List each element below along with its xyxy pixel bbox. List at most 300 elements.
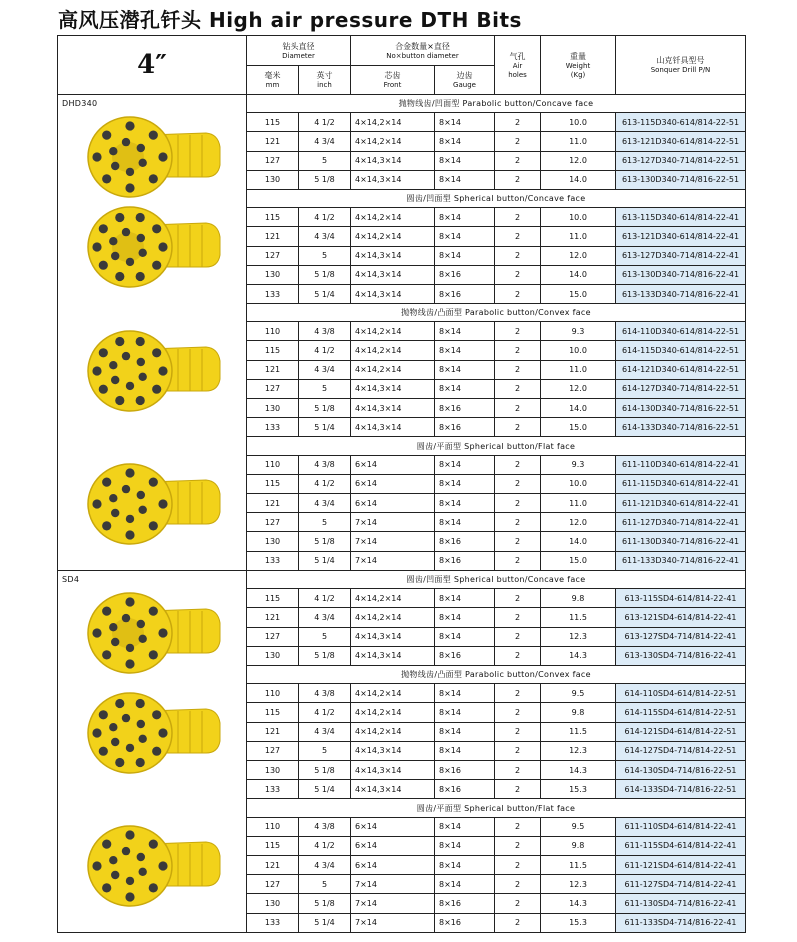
cell-front: 7×14 xyxy=(351,913,435,932)
header-air-cn: 气孔 xyxy=(509,51,526,61)
cell-air-holes: 2 xyxy=(495,513,541,532)
cell-mm: 121 xyxy=(247,227,299,246)
cell-mm: 130 xyxy=(247,894,299,913)
cell-air-holes: 2 xyxy=(495,817,541,836)
cell-mm: 133 xyxy=(247,418,299,437)
cell-front: 4×14,3×14 xyxy=(351,379,435,398)
dth-button-bit-image xyxy=(78,321,228,421)
model-label: SD4 xyxy=(62,575,80,584)
category-label: 圆齿/凹面型 Spherical button/Concave face xyxy=(247,189,746,207)
cell-air-holes: 2 xyxy=(495,113,541,132)
cell-inch: 4 3/4 xyxy=(299,494,351,513)
cell-weight: 9.5 xyxy=(541,817,616,836)
cell-weight: 14.0 xyxy=(541,170,616,189)
cell-front: 4×14,2×14 xyxy=(351,360,435,379)
cell-gauge: 8×14 xyxy=(435,684,495,703)
cell-part-number: 611-110D340-614/814-22-41 xyxy=(616,455,746,474)
header-front-en: Front xyxy=(383,81,402,89)
cell-weight: 10.0 xyxy=(541,208,616,227)
cell-air-holes: 2 xyxy=(495,836,541,855)
cell-weight: 9.8 xyxy=(541,836,616,855)
cell-front: 6×14 xyxy=(351,455,435,474)
cell-inch: 4 3/8 xyxy=(299,455,351,474)
cell-front: 4×14,3×14 xyxy=(351,627,435,646)
category-label: 圆齿/凹面型 Spherical button/Concave face xyxy=(247,571,746,589)
cell-inch: 5 xyxy=(299,151,351,170)
cell-air-holes: 2 xyxy=(495,265,541,284)
product-image-cell xyxy=(58,571,247,933)
cell-air-holes: 2 xyxy=(495,246,541,265)
cell-air-holes: 2 xyxy=(495,474,541,493)
cell-mm: 115 xyxy=(247,589,299,608)
cell-gauge: 8×14 xyxy=(435,608,495,627)
cell-mm: 121 xyxy=(247,132,299,151)
cell-part-number: 614-133SD4-714/816-22-51 xyxy=(616,780,746,799)
cell-mm: 115 xyxy=(247,836,299,855)
cell-mm: 130 xyxy=(247,399,299,418)
header-weight-en: Weight xyxy=(565,61,591,70)
cell-weight: 11.0 xyxy=(541,132,616,151)
cell-air-holes: 2 xyxy=(495,284,541,303)
cell-front: 4×14,3×14 xyxy=(351,780,435,799)
cell-air-holes: 2 xyxy=(495,399,541,418)
cell-part-number: 613-121SD4-614/814-22-41 xyxy=(616,608,746,627)
cell-weight: 14.0 xyxy=(541,265,616,284)
category-label: 圆齿/平面型 Spherical button/Flat face xyxy=(247,799,746,817)
cell-weight: 11.0 xyxy=(541,494,616,513)
cell-part-number: 613-121D340-614/814-22-51 xyxy=(616,132,746,151)
page-title: 高风压潜孔钎头 High air pressure DTH Bits xyxy=(58,8,522,32)
cell-front: 4×14,3×14 xyxy=(351,761,435,780)
cell-gauge: 8×14 xyxy=(435,113,495,132)
cell-mm: 110 xyxy=(247,817,299,836)
cell-air-holes: 2 xyxy=(495,360,541,379)
header-weight-unit: (Kg) xyxy=(570,70,586,79)
header-buttons xyxy=(351,36,495,66)
cell-inch: 5 xyxy=(299,513,351,532)
cell-part-number: 613-121D340-614/814-22-41 xyxy=(616,227,746,246)
cell-gauge: 8×16 xyxy=(435,532,495,551)
cell-part-number: 611-110SD4-614/814-22-41 xyxy=(616,817,746,836)
cell-air-holes: 2 xyxy=(495,494,541,513)
cell-weight: 15.0 xyxy=(541,418,616,437)
cell-inch: 4 1/2 xyxy=(299,113,351,132)
cell-weight: 11.0 xyxy=(541,360,616,379)
cell-front: 7×14 xyxy=(351,532,435,551)
header-diameter-cn: 钻头直径 xyxy=(282,41,315,51)
cell-front: 4×14,2×14 xyxy=(351,589,435,608)
cell-mm: 133 xyxy=(247,780,299,799)
cell-mm: 127 xyxy=(247,151,299,170)
cell-gauge: 8×16 xyxy=(435,551,495,570)
header-weight-cn: 重量 xyxy=(570,51,586,61)
cell-air-holes: 2 xyxy=(495,875,541,894)
cell-part-number: 613-130SD4-714/816-22-41 xyxy=(616,646,746,665)
cell-part-number: 614-121SD4-614/814-22-51 xyxy=(616,722,746,741)
cell-air-holes: 2 xyxy=(495,722,541,741)
cell-inch: 4 3/8 xyxy=(299,817,351,836)
cell-inch: 4 3/8 xyxy=(299,322,351,341)
cell-part-number: 611-121D340-614/814-22-41 xyxy=(616,494,746,513)
cell-weight: 12.3 xyxy=(541,741,616,760)
cell-air-holes: 2 xyxy=(495,455,541,474)
cell-weight: 12.3 xyxy=(541,875,616,894)
cell-mm: 133 xyxy=(247,284,299,303)
cell-gauge: 8×14 xyxy=(435,341,495,360)
cell-inch: 5 1/8 xyxy=(299,532,351,551)
cell-gauge: 8×16 xyxy=(435,894,495,913)
cell-mm: 127 xyxy=(247,741,299,760)
cell-air-holes: 2 xyxy=(495,780,541,799)
header-gauge-en: Gauge xyxy=(453,81,476,89)
cell-part-number: 614-127D340-714/814-22-51 xyxy=(616,379,746,398)
cell-inch: 5 1/8 xyxy=(299,170,351,189)
cell-front: 4×14,3×14 xyxy=(351,170,435,189)
cell-part-number: 613-127D340-714/814-22-51 xyxy=(616,151,746,170)
cell-air-holes: 2 xyxy=(495,627,541,646)
cell-mm: 115 xyxy=(247,208,299,227)
dth-button-bit-image xyxy=(78,683,228,783)
header-pn-en: Sonquer Drill P/N xyxy=(650,66,711,74)
header-inch-en: inch xyxy=(317,81,332,89)
cell-weight: 15.0 xyxy=(541,551,616,570)
cell-gauge: 8×16 xyxy=(435,399,495,418)
cell-front: 4×14,3×14 xyxy=(351,399,435,418)
cell-part-number: 611-115D340-614/814-22-41 xyxy=(616,474,746,493)
cell-part-number: 613-115D340-614/814-22-41 xyxy=(616,208,746,227)
cell-gauge: 8×16 xyxy=(435,265,495,284)
cell-part-number: 611-130SD4-714/816-22-41 xyxy=(616,894,746,913)
cell-part-number: 613-133D340-714/816-22-41 xyxy=(616,284,746,303)
cell-mm: 110 xyxy=(247,684,299,703)
cell-front: 6×14 xyxy=(351,856,435,875)
cell-weight: 10.0 xyxy=(541,113,616,132)
header-front xyxy=(351,66,435,95)
cell-gauge: 8×14 xyxy=(435,836,495,855)
cell-front: 4×14,2×14 xyxy=(351,132,435,151)
cell-weight: 14.3 xyxy=(541,761,616,780)
cell-air-holes: 2 xyxy=(495,894,541,913)
cell-mm: 127 xyxy=(247,627,299,646)
cell-gauge: 8×16 xyxy=(435,913,495,932)
cell-weight: 11.5 xyxy=(541,856,616,875)
cell-weight: 12.0 xyxy=(541,151,616,170)
header-buttons-en: No×button diameter xyxy=(386,51,459,60)
cell-mm: 127 xyxy=(247,246,299,265)
header-pn-cn: 山克钎具型号 xyxy=(656,56,705,65)
cell-air-holes: 2 xyxy=(495,913,541,932)
cell-inch: 4 3/8 xyxy=(299,684,351,703)
cell-gauge: 8×14 xyxy=(435,703,495,722)
cell-inch: 4 1/2 xyxy=(299,703,351,722)
cell-part-number: 611-121SD4-614/814-22-41 xyxy=(616,856,746,875)
cell-mm: 121 xyxy=(247,494,299,513)
cell-gauge: 8×16 xyxy=(435,284,495,303)
cell-gauge: 8×14 xyxy=(435,227,495,246)
header-part-number xyxy=(616,36,746,95)
cell-weight: 9.5 xyxy=(541,684,616,703)
cell-weight: 11.0 xyxy=(541,227,616,246)
cell-weight: 10.0 xyxy=(541,341,616,360)
cell-inch: 4 3/4 xyxy=(299,856,351,875)
cell-air-holes: 2 xyxy=(495,684,541,703)
cell-part-number: 613-130D340-714/816-22-51 xyxy=(616,170,746,189)
cell-part-number: 613-127SD4-714/814-22-41 xyxy=(616,627,746,646)
size-label: 4″ xyxy=(58,36,247,95)
header-inch xyxy=(299,66,351,95)
cell-part-number: 613-115D340-614/814-22-51 xyxy=(616,113,746,132)
cell-front: 4×14,3×14 xyxy=(351,646,435,665)
cell-part-number: 611-127D340-714/814-22-41 xyxy=(616,513,746,532)
header-buttons-cn: 合金数量×直径 xyxy=(395,41,450,51)
dth-button-bit-image xyxy=(78,816,228,916)
cell-air-holes: 2 xyxy=(495,227,541,246)
cell-inch: 5 1/4 xyxy=(299,284,351,303)
header-holes-en: holes xyxy=(508,70,527,79)
header-mm-cn: 毫米 xyxy=(264,71,281,80)
header-gauge-cn: 边齿 xyxy=(456,71,473,80)
cell-inch: 5 1/8 xyxy=(299,761,351,780)
cell-part-number: 611-115SD4-614/814-22-41 xyxy=(616,836,746,855)
cell-mm: 130 xyxy=(247,170,299,189)
cell-mm: 115 xyxy=(247,341,299,360)
cell-part-number: 611-127SD4-714/814-22-41 xyxy=(616,875,746,894)
cell-inch: 4 1/2 xyxy=(299,341,351,360)
cell-gauge: 8×14 xyxy=(435,360,495,379)
product-image-holder xyxy=(58,571,246,932)
cell-front: 4×14,2×14 xyxy=(351,608,435,627)
cell-gauge: 8×14 xyxy=(435,170,495,189)
cell-front: 4×14,2×14 xyxy=(351,684,435,703)
header-inch-cn: 英寸 xyxy=(316,71,333,80)
dth-button-bit-image xyxy=(78,107,228,207)
dth-button-bit-image xyxy=(78,583,228,683)
cell-mm: 127 xyxy=(247,513,299,532)
cell-gauge: 8×14 xyxy=(435,246,495,265)
header-air-en: Air xyxy=(512,61,523,70)
cell-inch: 5 1/8 xyxy=(299,646,351,665)
cell-inch: 5 xyxy=(299,875,351,894)
cell-part-number: 614-130SD4-714/816-22-51 xyxy=(616,761,746,780)
cell-gauge: 8×14 xyxy=(435,589,495,608)
cell-front: 4×14,3×14 xyxy=(351,741,435,760)
spec-table xyxy=(57,35,746,933)
cell-front: 4×14,2×14 xyxy=(351,208,435,227)
cell-mm: 127 xyxy=(247,379,299,398)
cell-gauge: 8×14 xyxy=(435,722,495,741)
cell-part-number: 613-115SD4-614/814-22-41 xyxy=(616,589,746,608)
cell-weight: 11.5 xyxy=(541,722,616,741)
cell-gauge: 8×14 xyxy=(435,322,495,341)
cell-part-number: 613-127D340-714/814-22-41 xyxy=(616,246,746,265)
cell-mm: 127 xyxy=(247,875,299,894)
dth-button-bit-image xyxy=(78,454,228,554)
cell-front: 4×14,2×14 xyxy=(351,113,435,132)
header-diameter xyxy=(247,36,351,66)
cell-front: 7×14 xyxy=(351,875,435,894)
cell-air-holes: 2 xyxy=(495,856,541,875)
category-row xyxy=(58,95,746,113)
cell-inch: 5 xyxy=(299,379,351,398)
cell-gauge: 8×16 xyxy=(435,761,495,780)
cell-air-holes: 2 xyxy=(495,379,541,398)
cell-mm: 130 xyxy=(247,646,299,665)
header-mm-en: mm xyxy=(265,81,280,89)
cell-part-number: 614-133D340-714/816-22-51 xyxy=(616,418,746,437)
cell-air-holes: 2 xyxy=(495,646,541,665)
cell-mm: 110 xyxy=(247,322,299,341)
cell-gauge: 8×14 xyxy=(435,817,495,836)
cell-gauge: 8×16 xyxy=(435,646,495,665)
cell-front: 4×14,3×14 xyxy=(351,151,435,170)
cell-inch: 4 3/4 xyxy=(299,132,351,151)
cell-mm: 121 xyxy=(247,360,299,379)
cell-front: 4×14,3×14 xyxy=(351,265,435,284)
cell-weight: 14.3 xyxy=(541,894,616,913)
cell-gauge: 8×14 xyxy=(435,856,495,875)
cell-part-number: 614-121D340-614/814-22-51 xyxy=(616,360,746,379)
cell-part-number: 611-133SD4-714/816-22-41 xyxy=(616,913,746,932)
cell-weight: 9.8 xyxy=(541,589,616,608)
cell-inch: 5 xyxy=(299,627,351,646)
cell-gauge: 8×14 xyxy=(435,513,495,532)
cell-gauge: 8×14 xyxy=(435,494,495,513)
cell-inch: 5 1/4 xyxy=(299,780,351,799)
header-mm xyxy=(247,66,299,95)
cell-inch: 5 1/4 xyxy=(299,551,351,570)
cell-mm: 121 xyxy=(247,722,299,741)
cell-air-holes: 2 xyxy=(495,418,541,437)
header-gauge xyxy=(435,66,495,95)
cell-gauge: 8×14 xyxy=(435,627,495,646)
cell-weight: 9.3 xyxy=(541,322,616,341)
cell-inch: 5 1/4 xyxy=(299,418,351,437)
cell-inch: 5 1/8 xyxy=(299,894,351,913)
cell-inch: 4 1/2 xyxy=(299,589,351,608)
header-front-cn: 芯齿 xyxy=(384,71,401,80)
cell-weight: 9.8 xyxy=(541,703,616,722)
cell-air-holes: 2 xyxy=(495,589,541,608)
cell-mm: 133 xyxy=(247,551,299,570)
cell-part-number: 614-130D340-714/816-22-51 xyxy=(616,399,746,418)
category-label: 抛物线齿/凹面型 Parabolic button/Concave face xyxy=(247,95,746,113)
header-weight xyxy=(541,36,616,95)
cell-mm: 115 xyxy=(247,703,299,722)
cell-inch: 4 1/2 xyxy=(299,836,351,855)
cell-mm: 133 xyxy=(247,913,299,932)
category-label: 抛物线齿/凸面型 Parabolic button/Convex face xyxy=(247,666,746,684)
cell-air-holes: 2 xyxy=(495,151,541,170)
cell-weight: 14.0 xyxy=(541,399,616,418)
cell-air-holes: 2 xyxy=(495,551,541,570)
cell-front: 4×14,3×14 xyxy=(351,246,435,265)
category-label: 圆齿/平面型 Spherical button/Flat face xyxy=(247,437,746,455)
product-image-cell xyxy=(58,95,247,571)
cell-part-number: 611-130D340-714/816-22-41 xyxy=(616,532,746,551)
cell-weight: 15.3 xyxy=(541,780,616,799)
cell-air-holes: 2 xyxy=(495,322,541,341)
header-air-holes xyxy=(495,36,541,95)
cell-front: 4×14,2×14 xyxy=(351,722,435,741)
category-row xyxy=(58,571,746,589)
cell-gauge: 8×14 xyxy=(435,474,495,493)
product-image-holder xyxy=(58,95,246,570)
cell-front: 4×14,2×14 xyxy=(351,341,435,360)
cell-part-number: 611-133D340-714/816-22-41 xyxy=(616,551,746,570)
cell-gauge: 8×14 xyxy=(435,741,495,760)
cell-front: 7×14 xyxy=(351,894,435,913)
cell-weight: 15.3 xyxy=(541,913,616,932)
cell-front: 6×14 xyxy=(351,474,435,493)
cell-gauge: 8×14 xyxy=(435,208,495,227)
cell-gauge: 8×14 xyxy=(435,875,495,894)
cell-front: 4×14,2×14 xyxy=(351,227,435,246)
cell-front: 7×14 xyxy=(351,551,435,570)
cell-front: 4×14,2×14 xyxy=(351,322,435,341)
cell-inch: 5 1/4 xyxy=(299,913,351,932)
cell-air-holes: 2 xyxy=(495,703,541,722)
cell-part-number: 614-127SD4-714/814-22-51 xyxy=(616,741,746,760)
cell-weight: 11.5 xyxy=(541,608,616,627)
cell-mm: 130 xyxy=(247,265,299,284)
cell-weight: 12.3 xyxy=(541,627,616,646)
cell-weight: 14.0 xyxy=(541,532,616,551)
cell-inch: 4 1/2 xyxy=(299,474,351,493)
cell-gauge: 8×14 xyxy=(435,132,495,151)
cell-mm: 115 xyxy=(247,113,299,132)
cell-inch: 4 3/4 xyxy=(299,608,351,627)
cell-front: 7×14 xyxy=(351,513,435,532)
cell-weight: 12.0 xyxy=(541,513,616,532)
cell-part-number: 614-115D340-614/814-22-51 xyxy=(616,341,746,360)
cell-inch: 5 1/8 xyxy=(299,265,351,284)
cell-gauge: 8×14 xyxy=(435,455,495,474)
cell-inch: 4 3/4 xyxy=(299,227,351,246)
cell-inch: 4 1/2 xyxy=(299,208,351,227)
category-label: 抛物线齿/凸面型 Parabolic button/Convex face xyxy=(247,304,746,322)
cell-inch: 5 xyxy=(299,741,351,760)
cell-inch: 4 3/4 xyxy=(299,360,351,379)
cell-inch: 5 xyxy=(299,246,351,265)
cell-gauge: 8×16 xyxy=(435,418,495,437)
cell-mm: 130 xyxy=(247,761,299,780)
cell-inch: 4 3/4 xyxy=(299,722,351,741)
cell-mm: 130 xyxy=(247,532,299,551)
cell-air-holes: 2 xyxy=(495,132,541,151)
cell-front: 6×14 xyxy=(351,836,435,855)
cell-inch: 5 1/8 xyxy=(299,399,351,418)
cell-weight: 14.3 xyxy=(541,646,616,665)
cell-part-number: 614-110SD4-614/814-22-51 xyxy=(616,684,746,703)
spec-sheet xyxy=(57,35,746,933)
cell-air-holes: 2 xyxy=(495,341,541,360)
cell-air-holes: 2 xyxy=(495,741,541,760)
cell-gauge: 8×16 xyxy=(435,780,495,799)
cell-front: 6×14 xyxy=(351,817,435,836)
cell-air-holes: 2 xyxy=(495,608,541,627)
cell-air-holes: 2 xyxy=(495,208,541,227)
cell-weight: 12.0 xyxy=(541,379,616,398)
model-label: DHD340 xyxy=(62,99,98,108)
cell-air-holes: 2 xyxy=(495,170,541,189)
cell-part-number: 613-130D340-714/816-22-41 xyxy=(616,265,746,284)
cell-weight: 15.0 xyxy=(541,284,616,303)
cell-mm: 121 xyxy=(247,608,299,627)
cell-gauge: 8×14 xyxy=(435,379,495,398)
cell-weight: 9.3 xyxy=(541,455,616,474)
cell-weight: 12.0 xyxy=(541,246,616,265)
cell-air-holes: 2 xyxy=(495,532,541,551)
